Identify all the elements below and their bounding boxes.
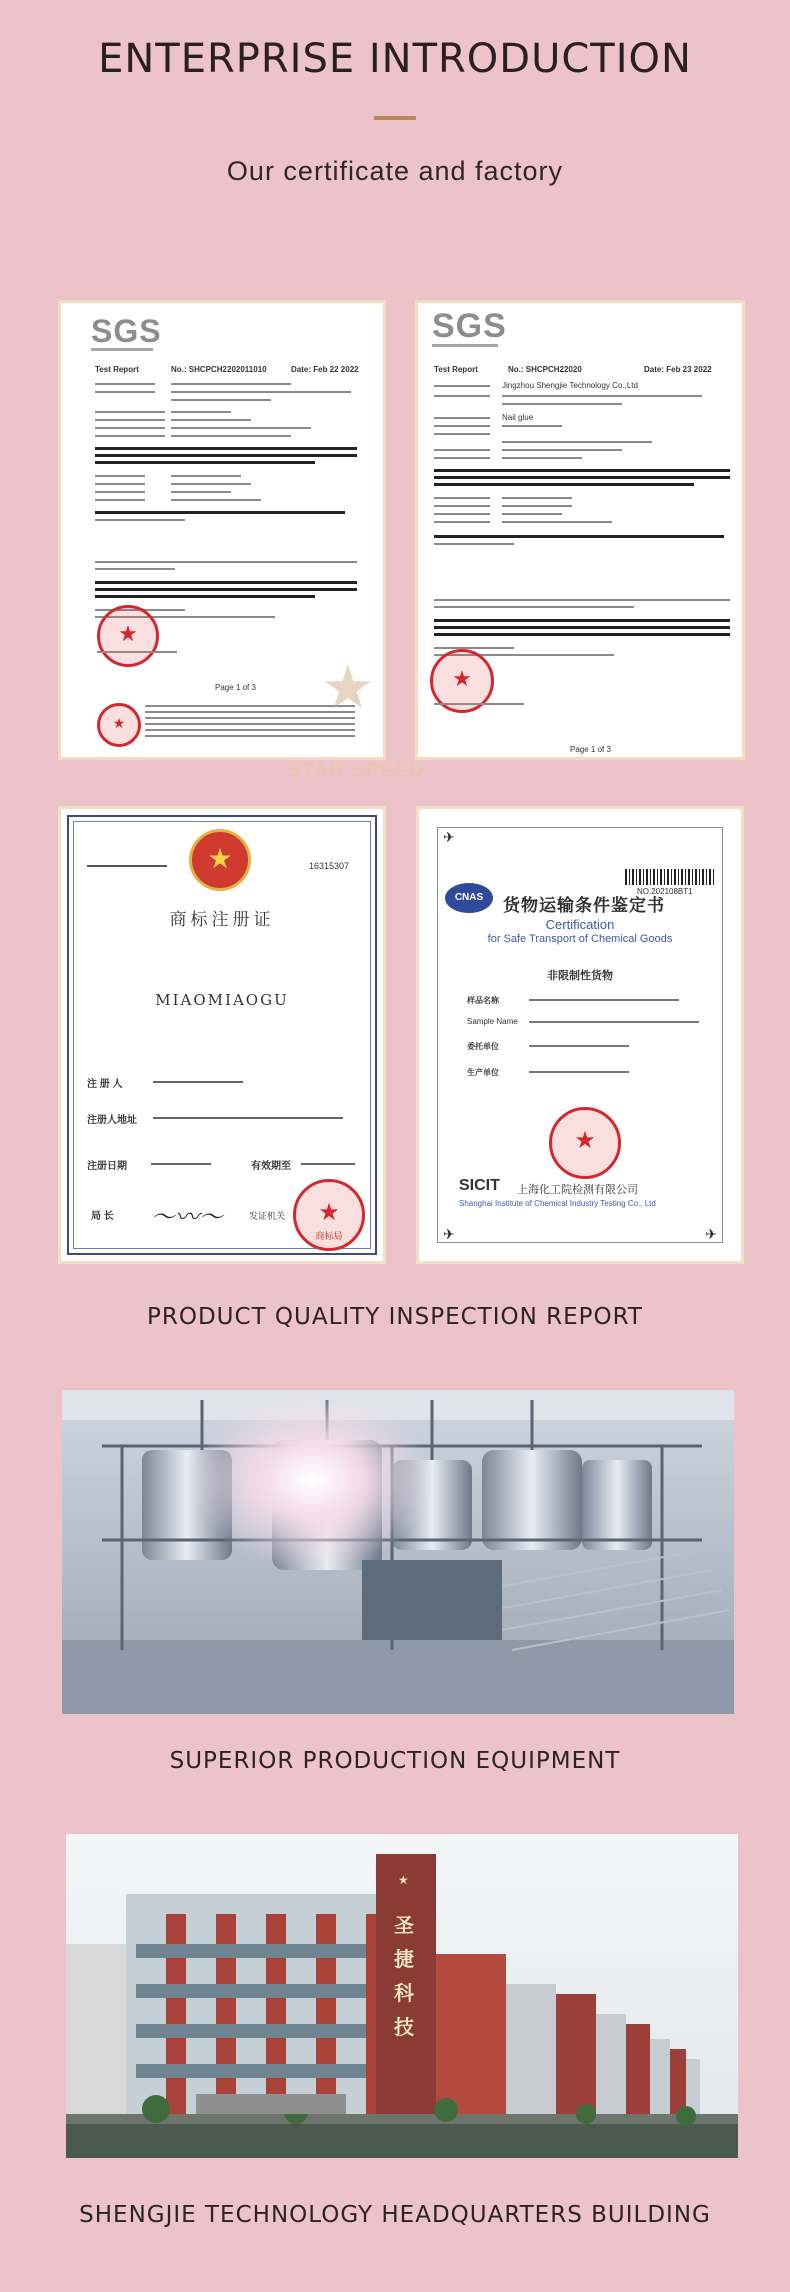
registrant-label: 注 册 人 [87, 1079, 123, 1090]
sample-name-label: 样品名称 [467, 996, 499, 1005]
airplane-icon: ✈ [705, 1226, 717, 1242]
page-title: ENTERPRISE INTRODUCTION [98, 36, 692, 82]
quality-report-caption: PRODUCT QUALITY INSPECTION REPORT [147, 1304, 643, 1330]
building-sign: 圣捷科技 [394, 1913, 414, 2039]
goods-category: 非限制性货物 [547, 970, 613, 982]
report-number: No.: SHCPCH22020 [508, 365, 582, 374]
cnas-certificate [416, 806, 744, 1264]
sgs-certificate-2 [415, 300, 745, 760]
red-seal-small: ★ [97, 703, 141, 747]
cnas-logo: CNAS [445, 883, 493, 913]
page-number: Page 1 of 3 [570, 745, 611, 754]
sicit-logo: SICIT [459, 1177, 500, 1194]
red-seal: ★ 商标局 [293, 1179, 365, 1251]
signature: 〜〰〜 [151, 1203, 223, 1231]
valid-label: 有效期至 [251, 1161, 291, 1172]
barcode [625, 869, 715, 885]
report-label: Test Report [95, 365, 139, 374]
airplane-icon: ✈ [443, 1226, 455, 1242]
trademark-title: 商标注册证 [169, 910, 275, 930]
trademark-certificate [58, 806, 386, 1264]
client-name: Jingzhou Shengjie Technology Co.,Ltd [502, 381, 638, 390]
national-emblem-icon: ★ [189, 829, 251, 891]
director-label: 局 长 [91, 1211, 114, 1222]
footer-english: Shanghai Institute of Chemical Industry Testing Co., Ltd [459, 1199, 656, 1208]
red-seal: ★ [549, 1107, 621, 1179]
sample-name-en-label: Sample Name [467, 1017, 518, 1026]
sgs-logo: SGS [432, 307, 507, 345]
cnas-chinese-title: 货物运输条件鉴定书 [503, 896, 665, 916]
date-label: 注册日期 [87, 1161, 127, 1172]
client-label: 委托单位 [467, 1042, 499, 1051]
registration-number: 16315307 [309, 861, 350, 871]
equipment-illustration [62, 1390, 734, 1714]
report-date: Date: Feb 23 2022 [644, 365, 712, 374]
airplane-icon: ✈ [443, 829, 455, 845]
watermark-text: STAR SPEED [288, 760, 425, 782]
red-seal: ★ [430, 649, 494, 713]
cnas-english-subtitle: for Safe Transport of Chemical Goods [487, 933, 673, 945]
equipment-caption: SUPERIOR PRODUCTION EQUIPMENT [169, 1748, 621, 1774]
sgs-logo: SGS [91, 313, 162, 349]
issuer-label: 发证机关 [249, 1211, 286, 1221]
cnas-english-title: Certification [545, 917, 615, 932]
headquarters-caption: SHENGJIE TECHNOLOGY HEADQUARTERS BUILDING [79, 2202, 711, 2228]
title-divider [374, 116, 416, 120]
svg-text:★: ★ [398, 1873, 409, 1887]
producer-label: 生产单位 [467, 1068, 499, 1077]
report-number: No.: SHCPCH2202011010 [171, 365, 267, 374]
sgs-certificate-1 [58, 300, 386, 760]
trademark-mark: MIAOMIAOGU [155, 991, 289, 1009]
report-label: Test Report [434, 365, 478, 374]
production-equipment-photo [62, 1390, 734, 1714]
footer-chinese: 上海化工院检测有限公司 [517, 1184, 638, 1196]
sample-name: Nail glue [502, 413, 534, 422]
headquarters-photo [66, 1834, 738, 2158]
certificate-number: NO.202108BT1 [637, 887, 693, 896]
page-number: Page 1 of 3 [215, 683, 256, 692]
red-seal: ★ [97, 605, 159, 667]
report-date: Date: Feb 22 2022 [291, 365, 359, 374]
address-label: 注册人地址 [87, 1115, 137, 1126]
page-subtitle: Our certificate and factory [226, 156, 564, 186]
star-logo-icon: ★ [321, 654, 375, 721]
